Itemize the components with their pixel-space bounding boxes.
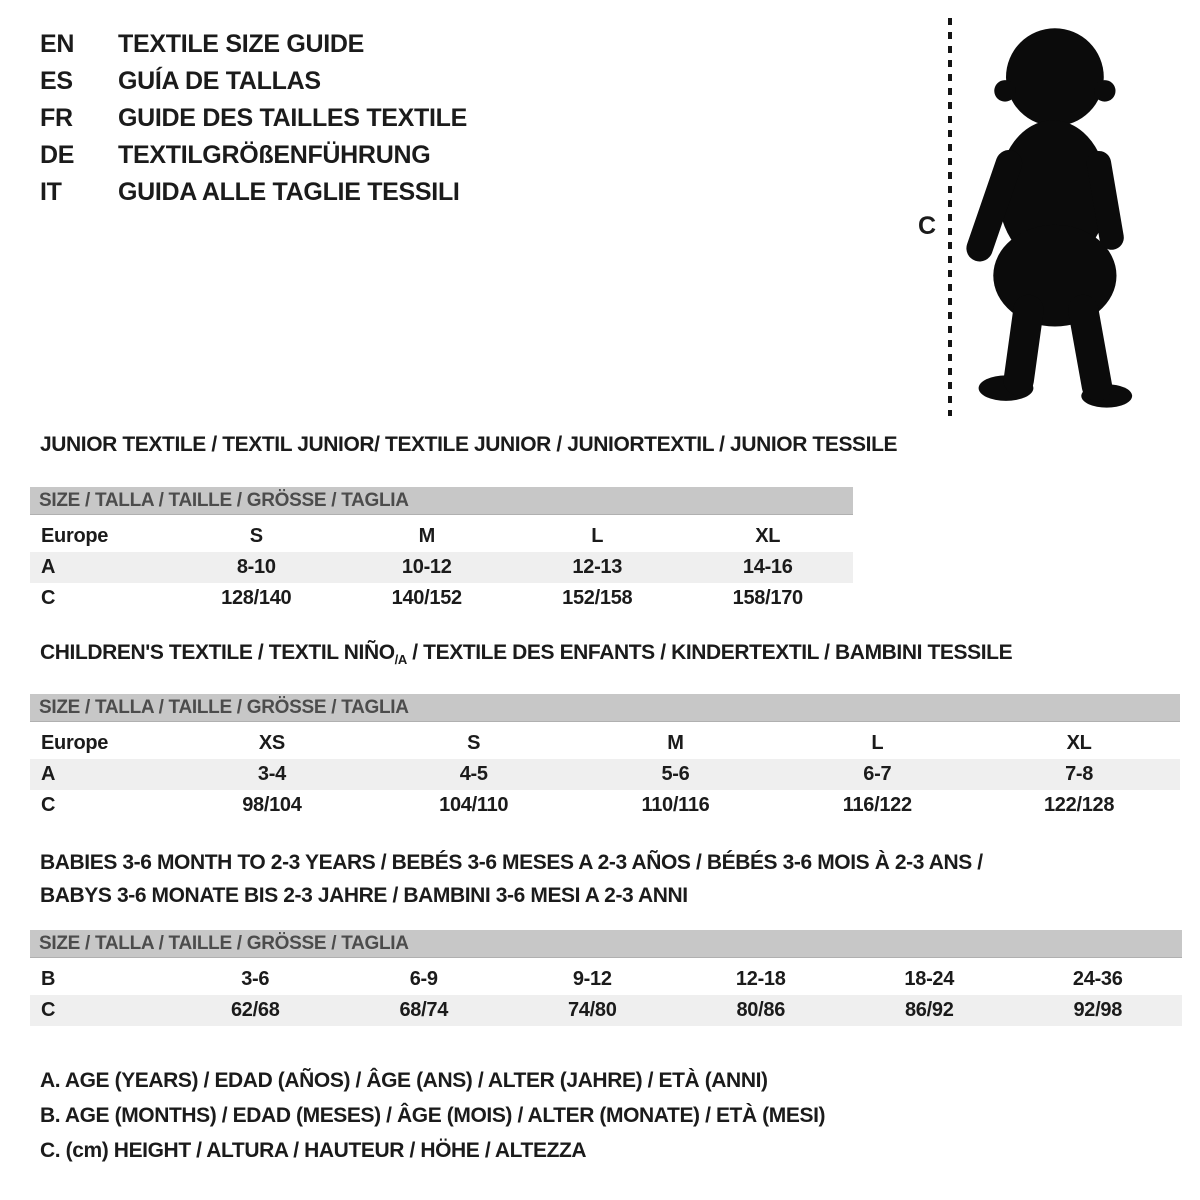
babies-section-title (40, 846, 983, 912)
value-cell: 128/140 (221, 587, 292, 609)
babies-size-header-bar: SIZE / TALLA / TAILLE / GRÖSSE / TAGLIA (30, 930, 1182, 958)
size-cell: L (591, 525, 604, 547)
toddler-silhouette-image (962, 16, 1138, 418)
legend-notes (40, 1063, 825, 1168)
row-label: A (41, 763, 56, 785)
junior-size-table (30, 487, 853, 614)
value-cell: 7-8 (1065, 763, 1094, 785)
value-cell: 62/68 (230, 999, 280, 1021)
size-cell: M (667, 732, 684, 754)
lang-label: GUÍA DE TALLAS (118, 67, 321, 95)
value-cell: 86/92 (904, 999, 954, 1021)
children-title-suffix: / TEXTILE DES ENFANTS / KINDERTEXTIL / BAMBINI TESSILE (406, 641, 1013, 664)
value-cell: 3-6 (241, 968, 270, 990)
row-label: B (41, 968, 56, 990)
children-size-table (30, 694, 1180, 821)
height-measure-label: C (918, 212, 937, 240)
junior-section-title: JUNIOR TEXTILE / TEXTIL JUNIOR/ TEXTILE JUNIOR / JUNIORTEXTIL / JUNIOR TESSILE (40, 433, 898, 456)
lang-row-de (40, 137, 467, 174)
table-row (30, 728, 1180, 759)
babies-title-line1: BABIES 3-6 MONTH TO 2-3 YEARS / BEBÉS 3-6 MESES A 2-3 AÑOS / BÉBÉS 3-6 MOIS À 2-3 ANS / (40, 851, 983, 874)
babies-title-line2: BABYS 3-6 MONATE BIS 2-3 JAHRE / BAMBINI 3-6 MESI A 2-3 ANNI (40, 884, 688, 907)
height-dashed-line (948, 18, 952, 416)
lang-row-es (40, 63, 467, 100)
value-cell: 12-13 (572, 556, 623, 578)
children-title-sub: /A (394, 652, 407, 668)
value-cell: 6-7 (863, 763, 892, 785)
table-row (30, 521, 853, 552)
size-cell: XS (258, 732, 285, 754)
lang-label: GUIDE DES TAILLES TEXTILE (118, 104, 468, 132)
lang-code: ES (40, 67, 73, 95)
value-cell: 92/98 (1073, 999, 1123, 1021)
value-cell: 80/86 (736, 999, 786, 1021)
value-cell: 9-12 (572, 968, 612, 990)
value-cell: 110/116 (641, 794, 710, 816)
value-cell: 140/152 (391, 587, 462, 609)
value-cell: 3-4 (257, 763, 286, 785)
value-cell: 24-36 (1072, 968, 1123, 990)
value-cell: 8-10 (236, 556, 276, 578)
value-cell: 5-6 (661, 763, 690, 785)
value-cell: 104/110 (439, 794, 509, 816)
table-row (30, 790, 1180, 821)
value-cell: 4-5 (459, 763, 488, 785)
children-title-prefix: CHILDREN'S TEXTILE / TEXTIL NIÑO (40, 641, 395, 664)
value-cell: 158/170 (732, 587, 803, 609)
row-label: C (41, 794, 56, 816)
children-size-header-bar: SIZE / TALLA / TAILLE / GRÖSSE / TAGLIA (30, 694, 1180, 722)
lang-row-en (40, 26, 467, 63)
value-cell: 122/128 (1043, 794, 1115, 816)
note-age-years: A. AGE (YEARS) / EDAD (AÑOS) / ÂGE (ANS) / ALTER (JAHRE) / ETÀ (ANNI) (40, 1069, 768, 1092)
lang-code: FR (40, 104, 73, 132)
babies-size-table (30, 930, 1182, 1026)
value-cell: 152/158 (562, 587, 633, 609)
size-cell: L (871, 732, 884, 754)
value-cell: 6-9 (409, 968, 438, 990)
size-cell: M (418, 525, 435, 547)
row-label: Europe (41, 732, 109, 754)
lang-code: DE (40, 141, 75, 169)
lang-row-it (40, 174, 467, 211)
row-label: A (41, 556, 56, 578)
value-cell: 14-16 (742, 556, 793, 578)
value-cell: 98/104 (242, 794, 302, 816)
value-cell: 12-18 (735, 968, 786, 990)
lang-label: TEXTILE SIZE GUIDE (118, 30, 365, 58)
note-age-months: B. AGE (MONTHS) / EDAD (MESES) / ÂGE (MOIS) / ALTER (MONATE) / ETÀ (MESI) (40, 1104, 826, 1127)
children-section-title (40, 641, 1012, 667)
row-label: C (41, 999, 56, 1021)
value-cell: 68/74 (399, 999, 449, 1021)
lang-code: EN (40, 30, 75, 58)
row-label: C (41, 587, 56, 609)
table-row (30, 583, 853, 614)
size-cell: S (249, 525, 263, 547)
table-row (30, 759, 1180, 790)
value-cell: 74/80 (567, 999, 617, 1021)
size-cell: S (467, 732, 481, 754)
size-cell: XL (1066, 732, 1092, 754)
lang-code: IT (40, 178, 62, 206)
lang-label: TEXTILGRÖßENFÜHRUNG (118, 141, 431, 169)
table-row (30, 995, 1182, 1026)
note-height-cm: C. (cm) HEIGHT / ALTURA / HAUTEUR / HÖHE / ALTEZZA (40, 1139, 587, 1162)
language-list (40, 26, 467, 211)
row-label: Europe (41, 525, 109, 547)
lang-label: GUIDA ALLE TAGLIE TESSILI (118, 178, 460, 206)
table-row (30, 964, 1182, 995)
junior-size-header-bar: SIZE / TALLA / TAILLE / GRÖSSE / TAGLIA (30, 487, 853, 515)
value-cell: 18-24 (904, 968, 955, 990)
value-cell: 116/122 (842, 794, 912, 816)
lang-row-fr (40, 100, 467, 137)
value-cell: 10-12 (401, 556, 452, 578)
size-cell: XL (755, 525, 781, 547)
table-row (30, 552, 853, 583)
